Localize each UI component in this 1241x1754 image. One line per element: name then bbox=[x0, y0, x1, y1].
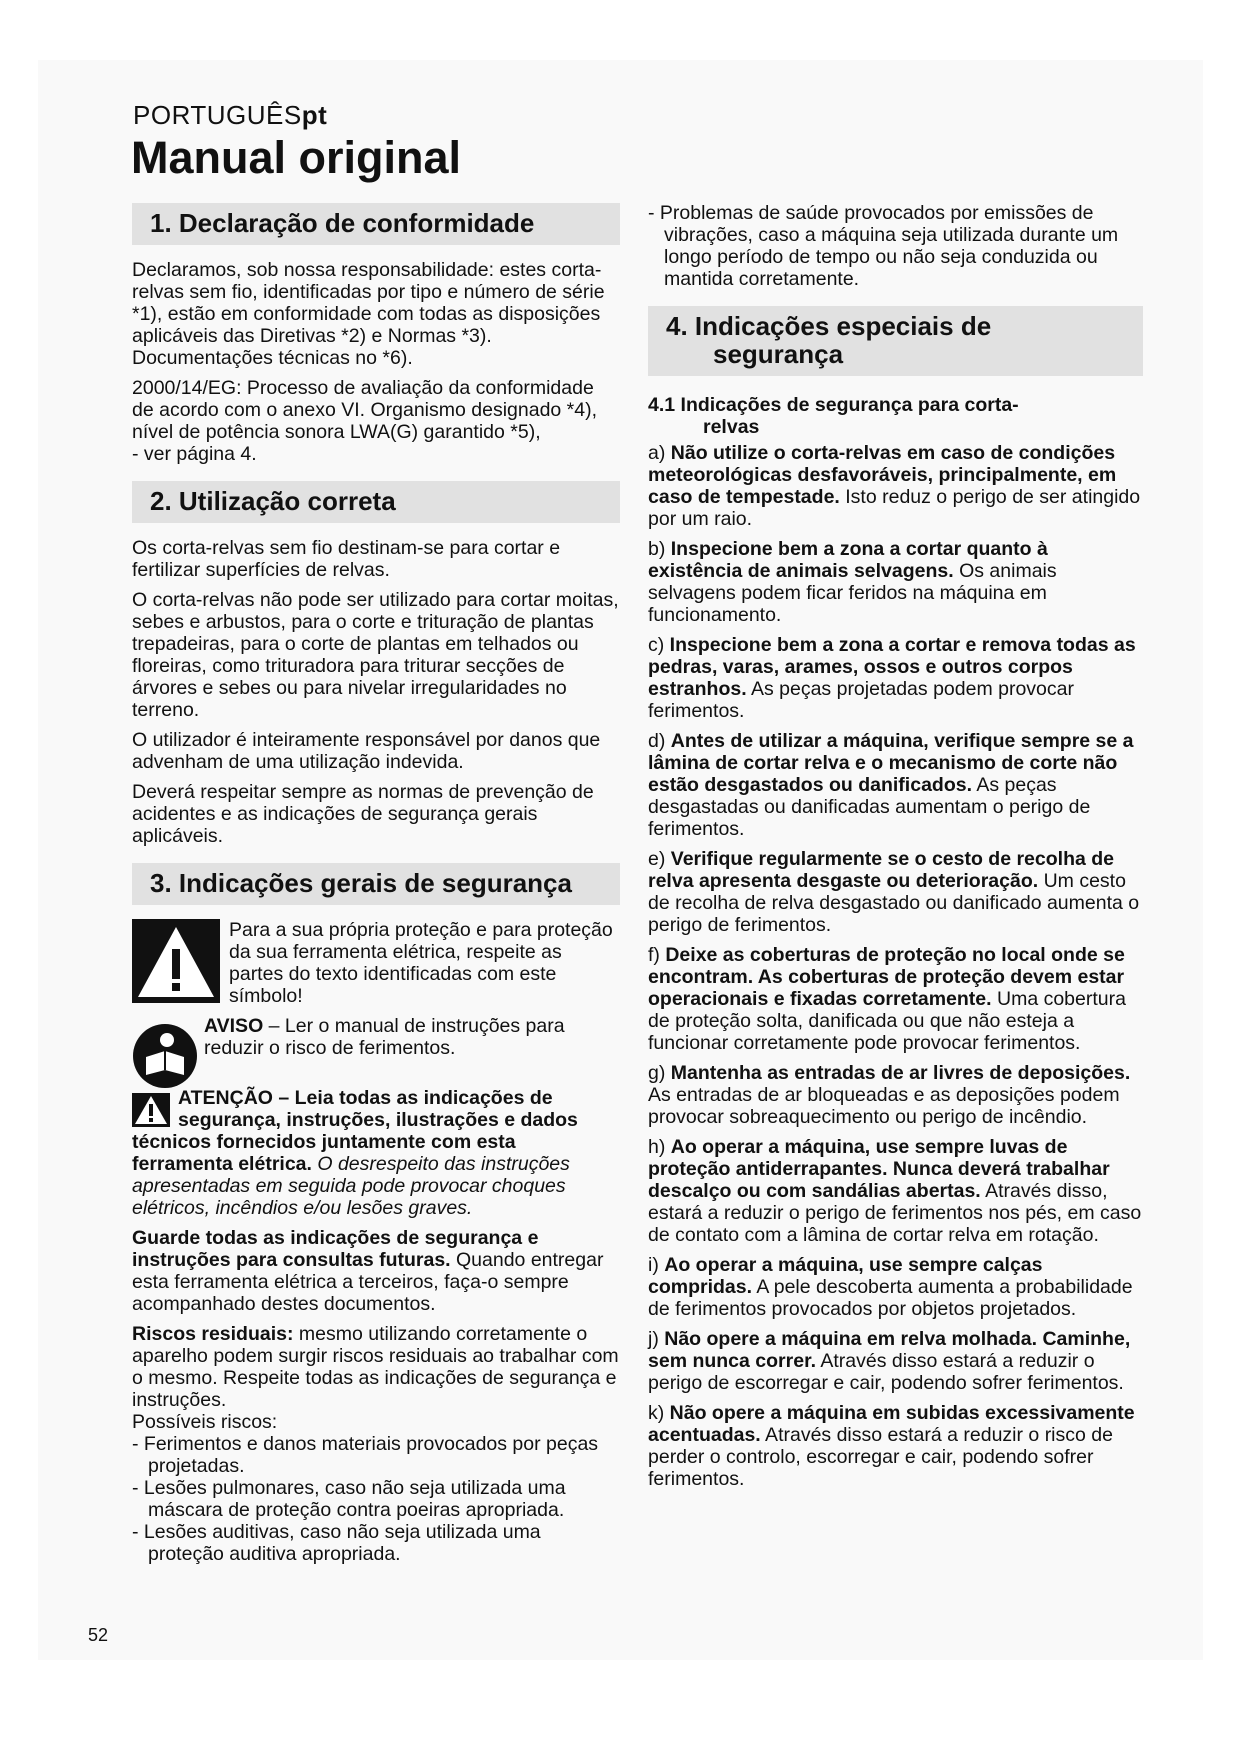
paragraph: Declaramos, sob nossa responsabilidade: estes corta-relvas sem fio, identificadas por tipo e número de série *1), estão em conformidade com todas as disposições aplicáveis das Diretivas *2) e Normas *3). Documentações técnicas no *6). bbox=[132, 259, 605, 369]
read-manual-icon bbox=[132, 1023, 198, 1089]
section-heading-4: 4. Indicações especiais de segurança bbox=[648, 306, 1143, 376]
warning-note bbox=[132, 919, 620, 1007]
atencao-paragraph: ATENÇÃO – Leia todas as indicações de segurança, instruções, ilustrações e dados técnicos fornecidos juntamente com esta ferramenta elétrica. O desrespeito das instruções apresentadas em seguida pode provocar choques elétricos, incêndios e/ou lesões graves. bbox=[132, 1087, 578, 1219]
paragraph: Riscos residuais: mesmo utilizando corretamente o aparelho podem surgir riscos residuais ao trabalhar com o mesmo. Respeite todas as indicações de segurança e instruções. bbox=[132, 1323, 619, 1411]
list-item: - Ferimentos e danos materiais provocados por peças projetadas. bbox=[132, 1433, 599, 1477]
aviso-note bbox=[132, 1015, 620, 1079]
safety-item-j: j) Não opere a máquina em relva molhada. Caminhe, sem nunca correr. Através disso estará a reduzir o perigo de escorregar e cair, podendo sofrer ferimentos. bbox=[648, 1328, 1131, 1394]
right-column bbox=[648, 202, 1143, 1498]
safety-item-h: h) Ao operar a máquina, use sempre luvas de proteção antiderrapantes. Nunca deverá trabalhar descalço ou com sandálias abertas. Através disso, estará a reduzir o perigo de ferimentos nos pés, em caso de contato com a lâmina de cortar relva em rotação. bbox=[648, 1136, 1142, 1246]
safety-item-c: c) Inspecione bem a zona a cortar e remova todas as pedras, varas, arames, ossos e outros corpos estranhos. As peças projetadas podem provocar ferimentos. bbox=[648, 634, 1136, 722]
paragraph: - ver página 4. bbox=[132, 443, 257, 465]
warning-triangle-icon bbox=[132, 1093, 170, 1127]
language-label: PORTUGUÊSpt bbox=[133, 100, 328, 130]
warning-text: Para a sua própria proteção e para proteção da sua ferramenta elétrica, respeite as partes do texto identificadas com este símbolo! bbox=[229, 919, 613, 1007]
subsection-heading: 4.1 Indicações de segurança para corta- relvas bbox=[648, 394, 1019, 438]
list-item: - Problemas de saúde provocados por emissões de vibrações, caso a máquina seja utilizada durante um longo período de tempo ou não seja conduzida ou mantida corretamente. bbox=[648, 202, 1119, 290]
safety-item-e: e) Verifique regularmente se o cesto de recolha de relva apresenta desgaste ou deterioração. Um cesto de recolha de relva desgastado ou danificado aumenta o perigo de ferimentos. bbox=[648, 848, 1140, 936]
warning-triangle-icon bbox=[132, 919, 220, 1003]
safety-item-b: b) Inspecione bem a zona a cortar quanto à existência de animais selvagens. Os animais selvagens podem ficar feridos na máquina em funcionamento. bbox=[648, 538, 1057, 626]
list-item: - Lesões pulmonares, caso não seja utilizada uma máscara de proteção contra poeiras apropriada. bbox=[132, 1477, 566, 1521]
paragraph: Deverá respeitar sempre as normas de prevenção de acidentes e as indicações de segurança gerais aplicáveis. bbox=[132, 781, 594, 847]
paragraph: 2000/14/EG: Processo de avaliação da conformidade de acordo com o anexo VI. Organismo designado *4), nível de potência sonora LWA(G) garantido *5), bbox=[132, 377, 598, 443]
section-heading-2: 2. Utilização correta bbox=[132, 481, 620, 523]
aviso-text: AVISO – Ler o manual de instruções para reduzir o risco de ferimentos. bbox=[204, 1015, 565, 1059]
section-heading-1: 1. Declaração de conformidade bbox=[132, 203, 620, 245]
left-column bbox=[132, 203, 620, 1565]
paragraph: Guarde todas as indicações de segurança e instruções para consultas futuras. Quando entregar esta ferramenta elétrica a terceiros, faça-o sempre acompanhado destes documentos. bbox=[132, 1227, 604, 1315]
paragraph: Possíveis riscos: bbox=[132, 1411, 278, 1433]
paragraph: Os corta-relvas sem fio destinam-se para cortar e fertilizar superfícies de relvas. bbox=[132, 537, 561, 581]
safety-item-a: a) Não utilize o corta-relvas em caso de condições meteorológicas desfavoráveis, principalmente, em caso de tempestade. Isto reduz o perigo de ser atingido por um raio. bbox=[648, 442, 1141, 530]
safety-item-d: d) Antes de utilizar a máquina, verifique sempre se a lâmina de cortar relva e o mecanismo de corte não estão desgastados ou danificados. As peças desgastadas ou danificadas aumentam o perigo de ferimentos. bbox=[648, 730, 1134, 840]
safety-item-g: g) Mantenha as entradas de ar livres de deposições. As entradas de ar bloqueadas e as deposições podem provocar sobreaquecimento ou perigo de incêndio. bbox=[648, 1062, 1131, 1128]
safety-item-i: i) Ao operar a máquina, use sempre calças compridas. A pele descoberta aumenta a probabilidade de ferimentos provocados por objetos projetados. bbox=[648, 1254, 1133, 1320]
safety-item-k: k) Não opere a máquina em subidas excessivamente acentuadas. Através disso estará a reduzir o risco de perder o controlo, escorregar e cair, podendo sofrer ferimentos. bbox=[648, 1402, 1135, 1490]
page-title: Manual original bbox=[131, 132, 462, 183]
paragraph: O corta-relvas não pode ser utilizado para cortar moitas, sebes e arbustos, para o corte e trituração de plantas trepadeiras, para o corte de plantas em telhados ou floreiras, como trituradora para triturar secções de árvores e sebes ou para nivelar irregularidades no terreno. bbox=[132, 589, 619, 721]
page-number: 52 bbox=[88, 1625, 109, 1645]
safety-item-f: f) Deixe as coberturas de proteção no local onde se encontram. As coberturas de proteção devem estar operacionais e fixadas corretamente. Uma cobertura de proteção solta, danificada ou que não esteja a funcionar corretamente pode provocar ferimentos. bbox=[648, 944, 1126, 1054]
section-heading-3: 3. Indicações gerais de segurança bbox=[132, 863, 620, 905]
list-item: - Lesões auditivas, caso não seja utilizada uma proteção auditiva apropriada. bbox=[132, 1521, 541, 1565]
paragraph: O utilizador é inteiramente responsável por danos que advenham de uma utilização indevida. bbox=[132, 729, 601, 773]
